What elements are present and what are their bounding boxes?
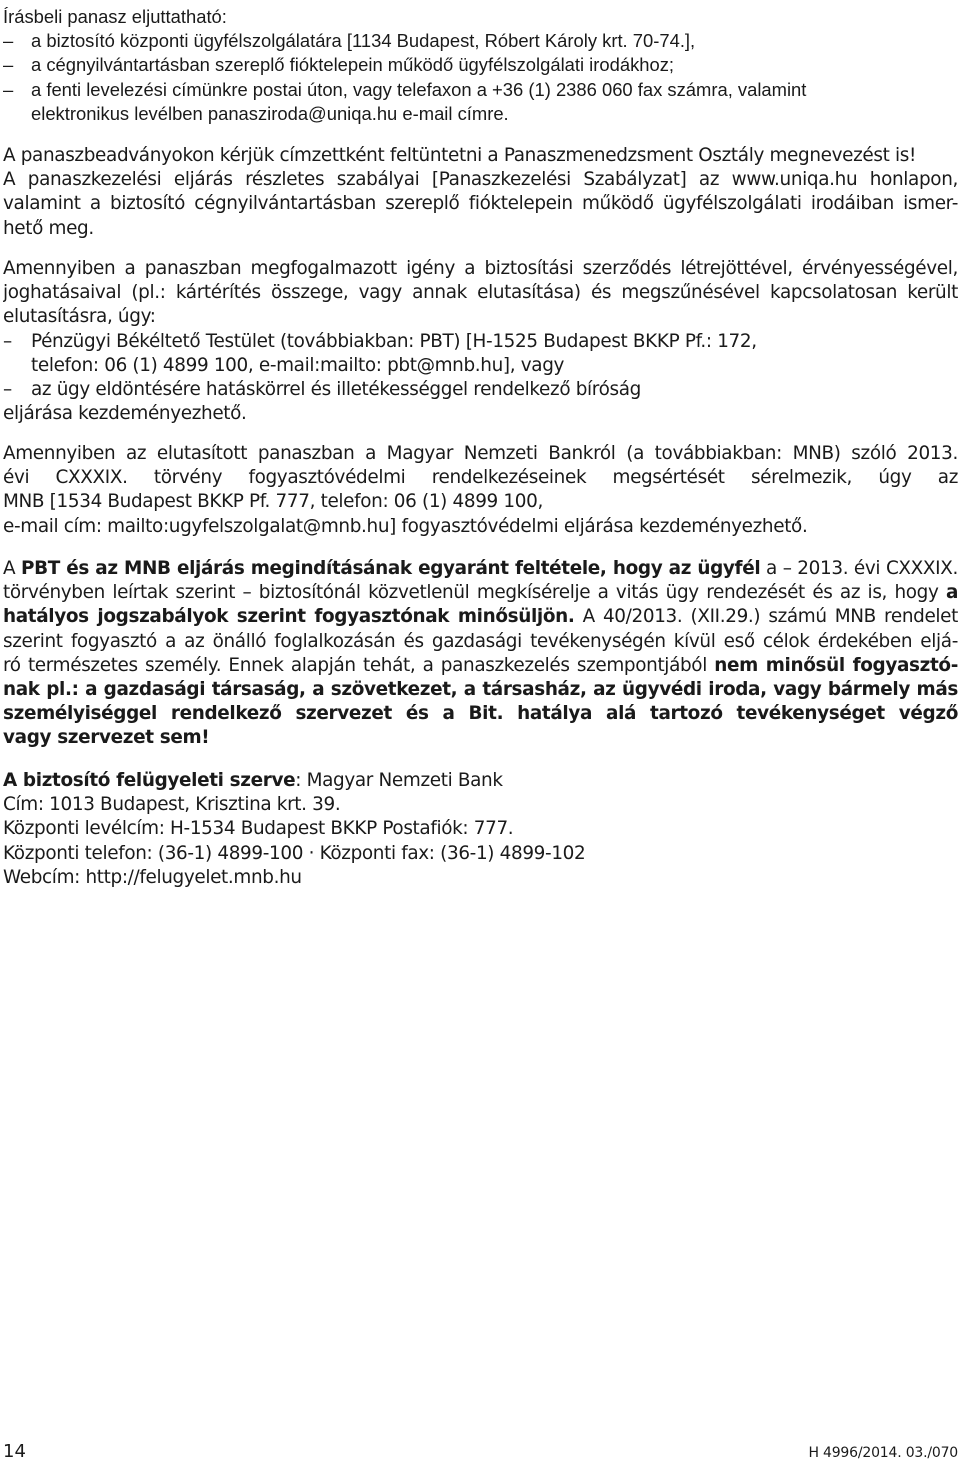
rejected-line: Amennyiben az elutasított panaszban a Magyar Nemzeti Bankról (a továbbiakban: MNB) szóló 2013. xyxy=(3,443,958,464)
supervisor-postal-address: Központi levélcím: H-1534 Budapest BKKP Postafiók: 777. xyxy=(3,818,514,840)
written-complaint-section xyxy=(3,5,958,126)
condition-line: vagy szervezet sem! xyxy=(3,727,210,749)
claim-item-pbt-contact: telefon: 06 (1) 4899 100, e-mail:mailto: pbt@mnb.hu], vagy xyxy=(31,354,565,376)
supervisor-block xyxy=(3,769,958,890)
condition-line: ró természetes személy. Ennek alapján tehát, a panaszkezelés szempontjából nem minősül fogyasztó- xyxy=(3,654,958,676)
condition-paragraph xyxy=(3,557,958,751)
condition-line: személyiséggel rendelkező szervezet és a Bit. hatálya alá tartozó tevékenységet végző xyxy=(3,703,958,725)
supervisor-web-address: Webcím: http://felugyelet.mnb.hu xyxy=(3,866,302,888)
written-intro: Írásbeli panasz eljuttatható: xyxy=(3,6,227,27)
supervisor-phone-fax: Központi telefon: (36-1) 4899-100 · Központi fax: (36-1) 4899-102 xyxy=(3,842,586,864)
supervisor-title: A biztosító felügyeleti szerve: Magyar Nemzeti Bank xyxy=(3,770,503,791)
written-item-email: elektronikus levélben panasziroda@uniqa.hu e-mail címre. xyxy=(31,102,509,124)
rejected-paragraph xyxy=(3,442,958,539)
condition-line: szerint fogyasztó a az önálló foglalkozásán és gazdasági tevékenységén kívül eső célok érdekében eljá- xyxy=(3,630,958,652)
claim-line: elutasításra, úgy: xyxy=(3,306,156,328)
addressee-line: valamint a biztosító cégnyilvántartásban szereplő fióktelepein működő ügyfélszolgálati irodáiban ismer- xyxy=(3,193,958,215)
addressee-line: A panaszkezelési eljárás részletes szabályai [Panaszkezelési Szabályzat] az www.uniqa.hu honlapon, xyxy=(3,169,958,191)
condition-line: törvényben leírtak szerint – biztosítónál közvetlenül megkísérelje a vitás ügy rendezését és az is, hogy a xyxy=(3,582,958,604)
addressee-line: hető meg. xyxy=(3,217,94,239)
condition-line: hatályos jogszabályok szerint fogyasztónak minősüljön. A 40/2013. (XII.29.) számú MNB rendelet xyxy=(3,606,958,628)
condition-line: A PBT és az MNB eljárás megindításának egyaránt feltétele, hogy az ügyfél a – 2013. évi CXXXIX. xyxy=(3,558,958,579)
written-item-branch-offices: – a cégnyilvántartásban szereplő fióktelepein működő ügyfélszolgálati irodákhoz; xyxy=(3,53,958,77)
bold-text: hatályos jogszabályok szerint fogyasztónak minősüljön. xyxy=(3,606,575,628)
bold-text: a xyxy=(945,582,958,604)
rejected-line: e-mail cím: mailto:ugyfelszolgalat@mnb.hu] fogyasztóvédelmi eljárása kezdeményezhető. xyxy=(3,515,808,537)
written-item-postal-fax: – a fenti levelezési címünkre postai úton, vagy telefaxon a +36 (1) 2386 060 fax számra, valamint xyxy=(3,78,958,102)
document-code: H 4996/2014. 03./070 xyxy=(808,1445,958,1461)
bold-text: nem minősül fogyasztó- xyxy=(714,654,958,676)
claim-paragraph xyxy=(3,257,958,426)
claim-item-court: – az ügy eldöntésére hatáskörrel és illetékességgel rendelkező bíróság xyxy=(3,378,958,402)
written-item-central-office: – a biztosító központi ügyfélszolgálatára [1134 Budapest, Róbert Károly krt. 70-74.], xyxy=(3,29,958,53)
addressee-paragraph xyxy=(3,144,958,241)
claim-line: joghatásaival (pl.: kártérítés összege, vagy annak elutasítása) és megszűnésével kapcsolatosan került xyxy=(3,282,958,304)
page-number: 14 xyxy=(3,1441,26,1462)
claim-line: eljárása kezdeményezhető. xyxy=(3,403,247,425)
rejected-line: MNB [1534 Budapest BKKP Pf. 777, telefon: 06 (1) 4899 100, xyxy=(3,491,543,513)
claim-line: Amennyiben a panaszban megfogalmazott igény a biztosítási szerződés létrejöttével, érvényességével, xyxy=(3,258,958,279)
rejected-line: évi CXXXIX. törvény fogyasztóvédelmi rendelkezéseinek megsértését sérelmezik, úgy az xyxy=(3,467,958,489)
addressee-line: A panaszbeadványokon kérjük címzettként feltüntetni a Panaszmenedzsment Osztály megnevezést is! xyxy=(3,145,916,166)
supervisor-address: Cím: 1013 Budapest, Krisztina krt. 39. xyxy=(3,794,341,816)
claim-item-pbt: – Pénzügyi Békéltető Testület (továbbiakban: PBT) [H-1525 Budapest BKKP Pf.: 172, xyxy=(3,330,958,354)
bold-text: PBT és az MNB eljárás megindításának egyaránt feltétele, hogy az ügyfél xyxy=(20,558,761,579)
condition-line: nak pl.: a gazdasági társaság, a szövetkezet, a társasház, az ügyvédi iroda, vagy bármely más xyxy=(3,678,958,700)
